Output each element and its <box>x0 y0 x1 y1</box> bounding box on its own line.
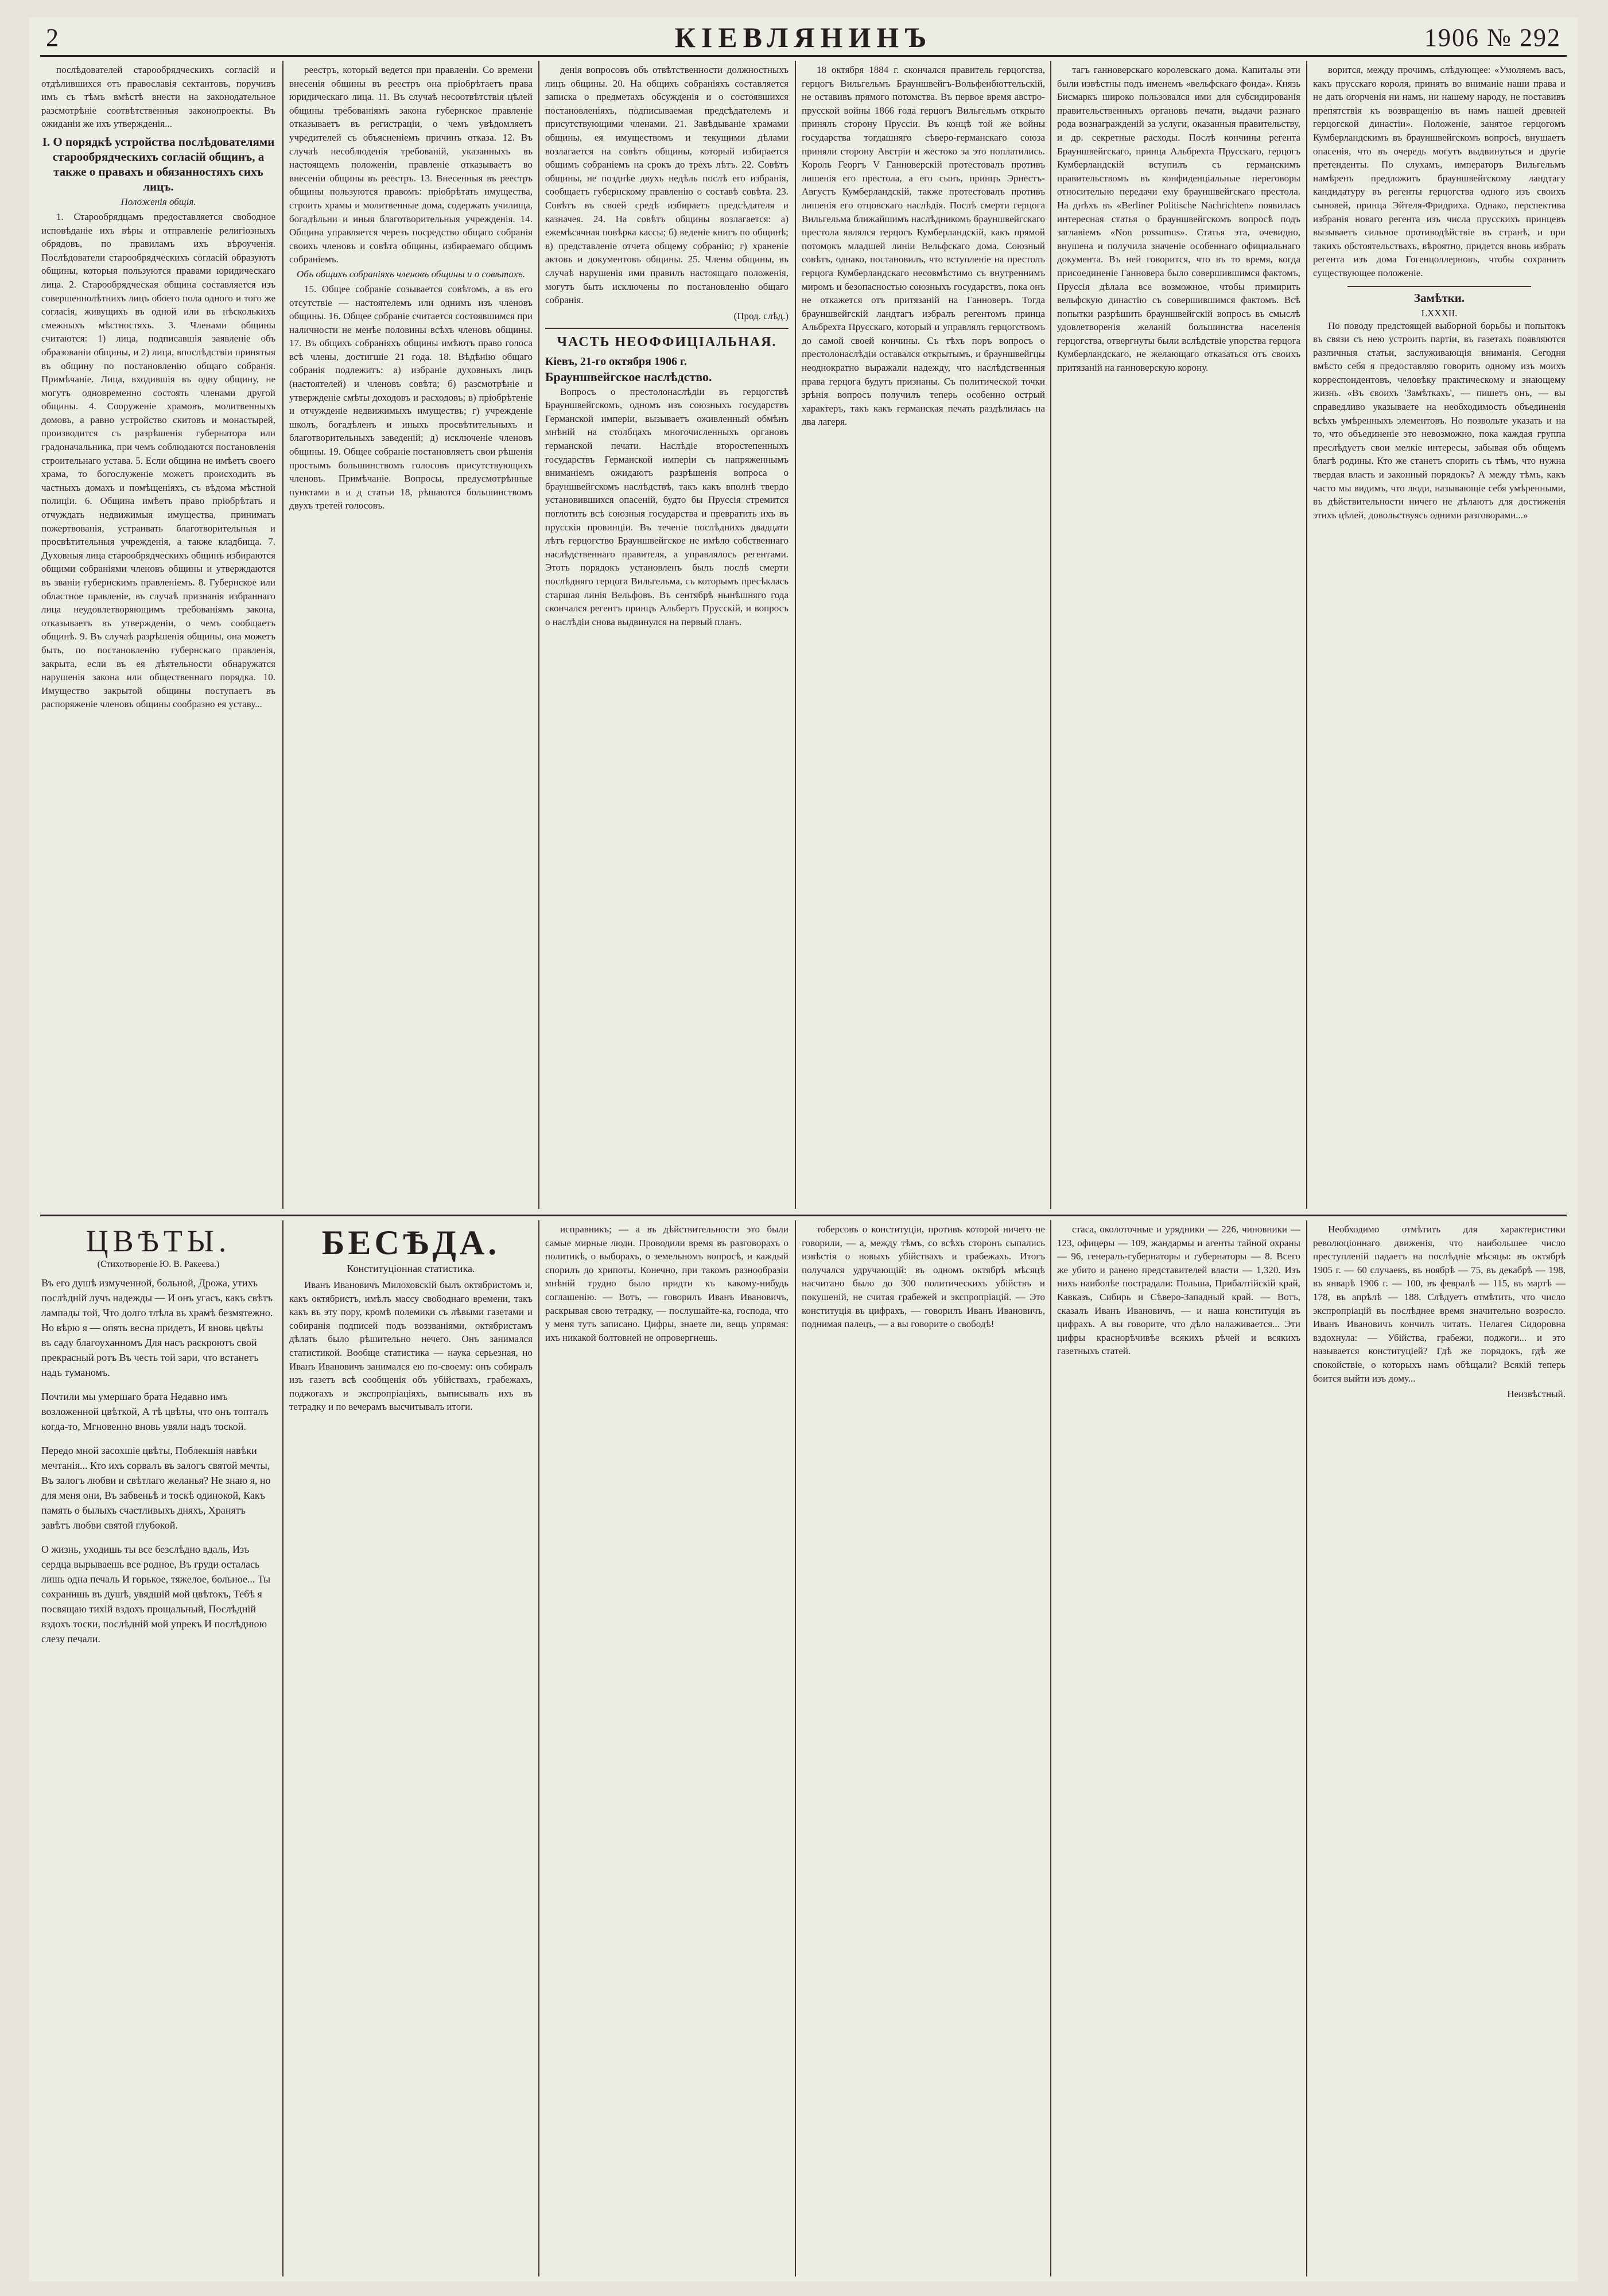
column-rule <box>282 61 283 1209</box>
beseda-column-1 <box>289 1223 533 2273</box>
column-rule <box>282 1220 283 2276</box>
masthead <box>29 17 1578 53</box>
poem-column <box>41 1223 275 2273</box>
column-2 <box>289 63 533 1211</box>
column-rule <box>1050 61 1051 1209</box>
decree-section-heading: I. О порядкѣ устройства послѣдователями старообрядческихъ согласій общинъ, а также о правахъ и обязанностяхъ сихъ лицъ. <box>42 134 275 193</box>
article-dateline: Кіевъ, 21-го октября 1906 г. <box>545 355 687 368</box>
page-number: 2 <box>46 24 59 52</box>
notes-rule <box>1347 286 1531 287</box>
column-4 <box>802 63 1045 1211</box>
assemblies-body: 15. Общее собраніе созывается совѣтомъ, а въ его отсутствіе — настоятелемъ или однимъ изъ членовъ общины. 16. Общее собраніе считается состоявшимся при наличности не менѣе половины всѣхъ членовъ общины. 17. Въ общихъ собраніяхъ общины имѣютъ право голоса всѣ члены, достигшіе 21 года. 18. Вѣдѣнію общаго собранія подлежитъ: а) избраніе духовныхъ лицъ (настоятелей) и членовъ совѣта; б) разсмотрѣніе и утвержденіе смѣты доходовъ и расходовъ; в) пріобрѣтеніе и отчужденіе недвижимыхъ имуществъ; г) учрежденіе школъ, богадѣленъ и иныхъ просвѣтительныхъ и благотворительныхъ заведеній; д) исключеніе членовъ общины. 19. Общее собраніе постановляетъ свои рѣшенія простымъ большинствомъ голосовъ присутствующихъ членовъ. Примѣчаніе. Вопросы, предусмотрѣнные пунктами в и д статьи 18, рѣшаются большинствомъ двухъ третей голосовъ. <box>289 283 533 511</box>
column-rule <box>795 1220 796 2276</box>
poem-stanza-2: Почтили мы умершаго брата Недавно имъ возложенной цвѣткой, А тѣ цвѣты, что онъ топталъ когда-то, Мгновенно вновь увяли надъ тоской. <box>41 1391 269 1432</box>
feuilleton-rule <box>40 1215 1567 1216</box>
column-5 <box>1057 63 1300 1211</box>
column-rule <box>1306 1220 1307 2276</box>
beseda-column-4 <box>1057 1223 1300 2273</box>
column-rule <box>1050 1220 1051 2276</box>
beseda-title: БЕСѢДА. <box>321 1224 500 1262</box>
decree-intro: послѣдователей старообрядческихъ согласій и отдѣлившихся отъ православія сектантовъ, поручивъ имъ съ тѣмъ вмѣстѣ внести на законодательное разсмотрѣніе соотвѣтственныя законопроекты. Въ ожиданіи же ихъ утвержденія... <box>41 64 275 130</box>
beseda-body-4: стаса, околоточные и урядники — 226, чиновники — 123, офицеры — 109, жандармы и агенты тайной охраны — 96, генералъ-губернаторы и губернаторы — 8. Всего же убито и ранено представителей власти — 1,320. Изъ нихъ наиболѣе пострадали: Польша, Прибалтійскій край, Кавказъ, Сибирь и Сѣверо-Западный край. — Вотъ, сказалъ Иванъ Ивановичъ, — и наша конституція въ цифрахъ. А вы говорите, что дѣло налаживается... Эти цифры краснорѣчивѣе всякихъ рѣчей и всякихъ газетныхъ статей. <box>1057 1224 1300 1357</box>
notes-number: LXXXII. <box>1421 307 1458 319</box>
beseda-body-3: тоберсовъ о конституціи, противъ которой ничего не говорили, — а, между тѣмъ, со всѣхъ сторонъ сыпались извѣстія о новыхъ убійствахъ и грабежахъ. Итогъ получался удручающій: въ одномъ октябрѣ мѣсяцѣ насчитано было до 300 политическихъ убійствъ и покушеній, не считая грабежей и экспропріацій. — Это конституція въ цифрахъ, — говорилъ Иванъ Ивановичъ, поднимая палецъ, — а вы говорите о свободѣ! <box>802 1224 1045 1330</box>
newspaper-page <box>29 17 1578 2282</box>
issue-number: 1906 № 292 <box>1424 24 1561 52</box>
decree-body-cont: реестръ, который ведется при правленіи. Со времени внесенія общины въ реестръ она пріобрѣтаетъ права юридическаго лица. 11. Въ случаѣ несоотвѣтствія цѣлей общины требованіямъ закона губернское правленіе отказываетъ въ регистраціи, о чемъ увѣдомляетъ учредителей съ объясненіемъ причинъ отказа. 12. Въ случаѣ несоблюденія требованій, указанныхъ въ настоящемъ положеніи, правленіе отказываетъ во внесеніи общины въ реестръ. 13. Внесенныя въ реестръ общины пользуются правомъ: пріобрѣтать имущества, строить храмы и молитвенные дома, содержать училища, богадѣльни и иныя благотворительныя учрежденія. 14. Община управляется черезъ посредство общаго собранія своихъ членовъ и совѣта общины, избираемаго общимъ собраніемъ. <box>289 64 533 265</box>
poem-stanza-3: Передо мной засохшіе цвѣты, Поблекшія навѣки мечтанія... Кто ихъ сорвалъ въ залогъ святой мечты, Въ залогъ любви и свѣтлаго желанья? Не знаю я, но для меня они, Въ забвеньѣ и тоскѣ одинокой, Какъ память о былыхъ счастливыхъ дняхъ, Хранятъ завѣтъ любви святой глубокой. <box>41 1445 271 1531</box>
beseda-column-3 <box>802 1223 1045 2273</box>
brunswick-article-cont: 18 октября 1884 г. скончался правитель герцогства, герцогъ Вильгельмъ Брауншвейгъ-Вольфенбюттельскій, не оставивъ прямого потомства. Въ первое время австро-прусской войны 1866 года герцогъ Вильгельмъ открыто принялъ сторону Пруссіи. Въ концѣ той же войны государства тогдашняго сѣверо-германскаго союза приняли сторону Австріи и жестоко за это поплатились. Король Георгъ V Ганноверскій протестовалъ противъ лишенія его престола, а его сынъ, принцъ Эрнестъ-Августъ Кумберландскій, также протестовалъ противъ лишенія его отцовскаго наслѣдія. Послѣ смерти герцога Вильгельма ближайшимъ наслѣдникомъ брауншвейгскаго престола являлся герцогъ Кумберландскій, какъ прямой потомокъ младшей линіи Вельфскаго дома. Союзный совѣтъ, однако, постановилъ, что вступленіе на престолъ герцога Кумберландскаго несовмѣстимо съ внутреннимъ миромъ и безопасностью союзныхъ государствъ, пока онъ не откажется отъ притязаній на Ганноверъ. Тогда брауншвейгскій ландтагъ избралъ регентомъ принца Альбрехта Прусскаго, который и управлялъ герцогствомъ до самой своей кончины. Съ тѣхъ поръ вопросъ о престолонаслѣдіи оставался открытымъ, и брауншвейгцы неоднократно выражали надежду, что наслѣдственныя права герцога будутъ признаны. Съ политической точки зрѣнія вопросъ получилъ теперь особенно острый характеръ, такъ какъ германская печать раздѣлилась на два лагеря. <box>802 64 1045 428</box>
column-3 <box>545 63 789 1211</box>
assemblies-subheading: Объ общихъ собраніяхъ членовъ общины и о совѣтахъ. <box>296 268 526 280</box>
decree-section-subheading: Положенія общія. <box>121 196 196 207</box>
part-rule <box>545 328 789 329</box>
article-body: Вопросъ о престолонаслѣдіи въ герцогствѣ Брауншвейгскомъ, одномъ изъ союзныхъ государствъ Германской имперіи, вызываетъ оживленный обмѣнъ мнѣній на столбцахъ многочисленныхъ органовъ германской печати. Наслѣдіе второстепенныхъ государствъ Германской имперіи съ напряженнымъ вниманіемъ ожидаютъ разрѣшенія вопроса о брауншвейгскомъ наслѣдствѣ, такъ какъ вполнѣ твердо установившихся опасеній, будто бы Пруссія стремится поглотить всѣ союзныя государства и превратить ихъ въ прусскія провинціи. Въ теченіе послѣднихъ двадцати лѣтъ герцогство Брауншвейгское не имѣло собственнаго наслѣдственнаго правителя, а управлялось регентами. Этотъ порядокъ установленъ былъ послѣ смерти послѣдняго герцога Вильгельма, съ которымъ пресѣклась старшая линія Вельфовъ. Въ сентябрѣ нынѣшняго года скончался регентъ принцъ Альбертъ Прусскій, и вопросъ о наслѣдіи снова выдвинулся на первый планъ. <box>545 386 789 627</box>
beseda-body-2: исправникъ; — а въ дѣйствительности это были самые мирные люди. Проводили время въ разговорахъ о политикѣ, о выборахъ, о земельномъ вопросѣ, и каждый спорилъ до хрипоты. Конечно, при такомъ разнообразіи мнѣній трудно было придти къ какому-нибудь соглашенію. — Вотъ, — говорилъ Иванъ Ивановичъ, раскрывая свою тетрадку, — послушайте-ка, господа, что у меня тутъ записано. Цифры, знаете ли, вещь упрямая: ихъ никакой болтовней не опровергнешь. <box>545 1224 789 1343</box>
column-rule <box>538 61 539 1209</box>
beseda-column-5 <box>1313 1223 1566 2273</box>
brunswick-article-end: ворится, между прочимъ, слѣдующее: «Умоляемъ васъ, какъ прусскаго короля, принять во вниманіе наши права и не дать огорченія ни намъ, ни нашему народу, не поставивъ препятствія къ возвращенію въ намъ нашей древней герцогской династіи». Положеніе, занятое герцогомъ Кумберландскимъ въ брауншвейгскомъ вопросѣ, внушаетъ опасенія, что въ очередь могутъ выдвинуться и другіе претенденты. По слухамъ, императоръ Вильгельмъ намѣренъ предложить брауншвейгскому ландтагу кандидатуру въ регенты герцогства одного изъ своихъ сыновей, принца Эйтеля-Фридриха. Однако, перспектива избранія новаго регента изъ числа прусскихъ принцевъ вызываетъ сильное противодѣйствіе въ странѣ, и при такихъ обстоятельствахъ, вѣроятно, придется вновь избрать регента изъ дома Гогенцоллерновъ, чтобы сохранить существующее положеніе. <box>1313 64 1566 278</box>
newspaper-title: КІЕВЛЯНИНЪ <box>674 21 933 53</box>
beseda-signature: Неизвѣстный. <box>1507 1389 1566 1400</box>
poem-subtitle: (Стихотвореніе Ю. В. Ракеева.) <box>97 1259 220 1269</box>
beseda-column-2 <box>545 1223 789 2273</box>
notes-body: По поводу предстоящей выборной борьбы и попытокъ въ связи съ нею устроить партіи, въ газетахъ появляются различныя статьи, заслуживающія вниманія. Сегодня вмѣсто себя я предоставляю говорить одному изъ моихъ корреспондентовъ, человѣку практическому и знающему жизнь. «Въ своихъ 'Замѣткахъ', — пишетъ онъ, — вы справедливо указываете на необходимость объединенія всѣхъ умѣренныхъ элементовъ. Но позвольте указать и на то, что объединеніе это невозможно, пока каждая группа преслѣдуетъ свои мелкіе интересы, забывая объ общемъ благѣ родины. Кто же станетъ спорить съ тѣмъ, что нужна твердая власть и законный порядокъ? А между тѣмъ, какъ часто мы видимъ, что люди, называющіе себя умѣренными, въ дѣйствительности ничего не дѣлаютъ для достиженія этихъ цѣлей, довольствуясь одними разговорами...» <box>1313 320 1566 521</box>
beseda-body-1: Иванъ Ивановичъ Милоховскій былъ октябристомъ и, какъ октябристъ, имѣлъ массу свободнаго времени, такъ какъ въ эту пору, кромѣ полемики съ лѣвыми газетами и собиранія подписей подъ воззваніями, октябристамъ дѣлать было рѣшительно нечего. Онъ занимался статистикой. Вообще статистика — наука серьезная, но Иванъ Ивановичъ занимался ею по-своему: онъ собиралъ изъ газетъ всѣ сообщенія объ убійствахъ, грабежахъ, поджогахъ и экспропріаціяхъ, выписывалъ ихъ въ тетрадку и по вечерамъ высчитывалъ итоги. <box>289 1279 533 1413</box>
column-rule <box>795 61 796 1209</box>
beseda-subtitle: Конституціонная статистика. <box>347 1263 475 1274</box>
poem-stanza-4: О жизнь, уходишь ты все безслѣдно вдаль, Изъ сердца вырываешь все родное, Въ груди осталась лишь одна печаль И горькое, тяжелое, больное... Ты сохранишь въ душѣ, увядшій мой цвѣтокъ, Тебѣ я посвящаю тихій вздохъ прощальный, Послѣдній вздохъ тоски, послѣдній мой упрекъ И послѣднюю слезу печали. <box>41 1543 271 1645</box>
column-1 <box>41 63 275 1211</box>
beseda-body-5: Необходимо отмѣтить для характеристики революціоннаго движенія, что наибольшее число преступленій падаетъ на послѣдніе мѣсяцы: въ октябрѣ 1905 г. — 60 случаевъ, въ ноябрѣ — 75, въ декабрѣ — 198, въ январѣ 1906 г. — 100, въ февралѣ — 115, въ мартѣ — 178, въ апрѣлѣ — 188. Слѣдуетъ отмѣтить, что число экспропріацій въ послѣднее время значительно возросло. Иванъ Ивановичъ кончилъ читать. Пелагея Сидоровна вздохнула: — Убійства, грабежи, поджоги... и это называется конституціей? Гдѣ же порядокъ, гдѣ же спокойствіе, о которыхъ намъ обѣщали? Всякій теперь боится выйти изъ дому... <box>1313 1224 1566 1384</box>
decree-body-end: денія вопросовъ объ отвѣтственности должностныхъ лицъ общины. 20. На общихъ собраніяхъ составляется записка о предметахъ обсужденія и о состоявшихся постановленіяхъ, подписываемая предсѣдателемъ и присутствующими членами. 21. Завѣдываніе храмами общины, ея имуществомъ и текущими дѣлами возлагается на совѣтъ общины, который избирается общимъ собраніемъ на срокъ до трехъ лѣтъ. 22. Совѣтъ общины, не позднѣе двухъ недѣль послѣ его избранія, сообщаетъ губернскому правленію о составѣ совѣта. 23. Совѣтъ въ своей средѣ избираетъ предсѣдателя и казначея. 24. На совѣтъ общины возлагается: а) ежемѣсячная повѣрка кассы; б) веденіе книгъ по общинѣ; в) представленіе отчета общему собранію; г) храненіе актовъ и документовъ общины. 25. Члены общины, въ случаѣ нарушенія ими правилъ настоящаго положенія, могутъ быть исключены по постановленію общаго собранія. <box>545 64 789 306</box>
poem-title: ЦВѢТЫ. <box>86 1224 231 1258</box>
decree-body: 1. Старообрядцамъ предоставляется свободное исповѣданіе ихъ вѣры и отправленіе религіозныхъ обрядовъ, по правиламъ ихъ вѣроученія. Послѣдователи старообрядческихъ согласій образуютъ общины, которыя пользуются правами юридическаго лица. 2. Старообрядческая община составляется изъ совершеннолѣтнихъ лицъ обоего пола одного и того же согласія, живущихъ въ одной или въ нѣсколькихъ смежныхъ мѣстностяхъ. 3. Членами общины считаются: 1) лица, подписавшія заявленіе объ образованіи общины, и 2) лица, впослѣдствіи принятыя въ общину по постановленію общаго собранія. Примѣчаніе. Лица, входившія въ одну общину, не могутъ одновременно состоять членами другой общины. 4. Сооруженіе храмовъ, молитвенныхъ домовъ, а равно устройство скитовъ и монастырей, производится съ разрѣшенія губернатора или градоначальника, при чемъ соблюдаются постановленія строительнаго устава. 5. Если община не имѣетъ своего храма, то богослуженіе можетъ происходить въ частныхъ домахъ и помѣщеніяхъ, съ вѣдома мѣстной полиціи. 6. Община имѣетъ право пріобрѣтать и отчуждать недвижимыя имущества, принимать пожертвованія, устраивать благотворительныя и просвѣтительныя учрежденія, а также кладбища. 7. Духовныя лица старообрядческихъ общинъ избираются общими собраніями членовъ общины и утверждаются въ званіи губернскимъ правленіемъ. 8. Губернское или областное правленіе, въ случаѣ признанія избраннаго лица неудовлетворяющимъ требованіямъ закона, отказываетъ въ утвержденіи, о чемъ сообщаетъ общинѣ. 9. Въ случаѣ разрѣшенія общины, она можетъ быть, по постановленію губернскаго правленія, закрыта, если въ ея дѣятельности обнаружатся нарушенія закона или общественнаго порядка. 10. Имущество закрытой общины поступаетъ въ распоряженіе членовъ общины сообразно ея уставу... <box>41 211 275 710</box>
poem-stanza-1: Въ его душѣ измученной, больной, Дрожа, утихъ послѣдній лучъ надежды — И онъ угасъ, какъ свѣтъ лампады той, Что долго тлѣла въ храмѣ безмятежно. Но вѣрю я — опять весна придетъ, И вновь цвѣты въ саду благоуханномъ Для насъ раскроютъ свой прекрасный ротъ Въ честь той зари, что встанетъ надъ туманомъ. <box>41 1277 273 1378</box>
column-6 <box>1313 63 1566 1211</box>
brunswick-article-cont-2: тагъ ганноверскаго королевскаго дома. Капиталы эти были извѣстны подъ именемъ «вельфскаго фонда». Князь Бисмаркъ широко пользовался ими для субсидированія правительственныхъ органовъ печати, выдачи разнаго рода вознагражденій за услуги, оказанныя правительству, и др. секретные расходы. Послѣ кончины регента Брауншвейгскаго, принца Альбрехта Прусскаго, герцогъ Кумберландскій вступилъ съ германскимъ правительствомъ въ конфиденціальные переговоры относительно передачи ему брауншвейгскаго престола. На днѣхъ въ «Berliner Politische Nachrichten» появилась интересная статья о брауншвейгскомъ вопросѣ подъ заглавіемъ «Non possumus». Статья эта, очевидно, внушена и получила значеніе особеннаго официальнаго документа. Въ ней говорится, что въ то время, когда присоединеніе Ганновера было совершившимся фактомъ, Пруссія дѣлала все возможное, чтобы примирить вельфскую династію съ совершившимся фактомъ. Всѣ попытки разрѣшить брауншвейгскій вопросъ въ смыслѣ удовлетворенія желаній большинства населенія герцогства, отвергнуты были вслѣдствіе упорства герцога Кумберландскаго, не желающаго отказаться отъ своихъ притязаній на ганноверскую корону. <box>1057 64 1300 374</box>
masthead-rule <box>40 55 1567 57</box>
continued-note: (Прод. слѣд.) <box>733 310 789 321</box>
unofficial-part-heading: ЧАСТЬ НЕОФФИЦІАЛЬНАЯ. <box>557 334 777 350</box>
column-rule <box>1306 61 1307 1209</box>
column-rule <box>538 1220 539 2276</box>
article-title: Брауншвейгское наслѣдство. <box>545 369 712 384</box>
notes-heading: Замѣтки. <box>1413 290 1465 305</box>
